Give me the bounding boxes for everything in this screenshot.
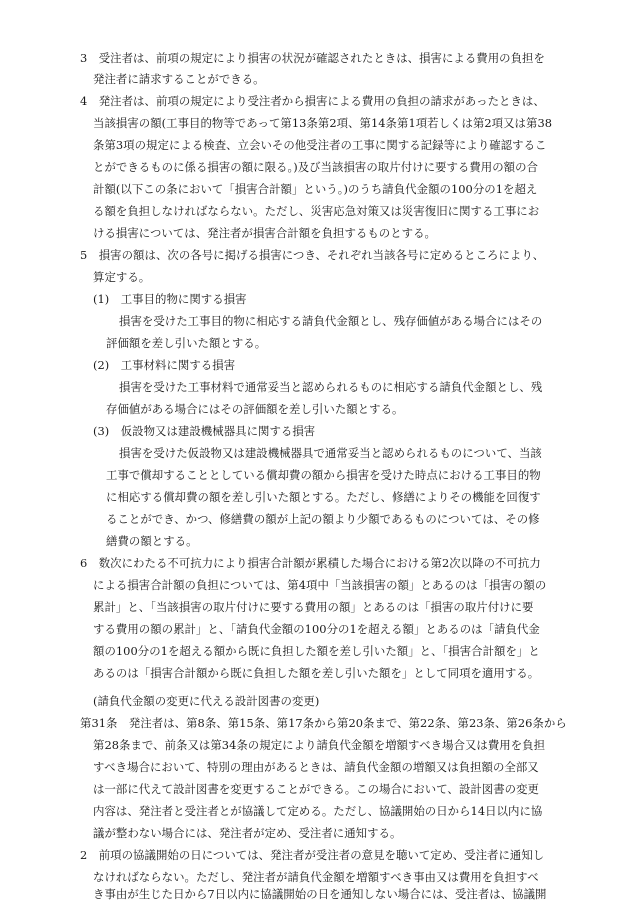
paragraph-6-line-4: する費用の額の累計」と、「請負代金額の100分の1を超える額」とあるのは「請負代金 xyxy=(93,622,540,636)
paragraph-4-line-7: ける損害については、発注者が損害合計額を負担するものとする。 xyxy=(93,226,436,240)
article-31-line-2: 第28条まで、前条又は第34条の規定により請負代金額を増額すべき場合又は費用を負担 xyxy=(93,738,546,752)
item-2-line-2: 存価値がある場合にはその評価額を差し引いた額とする。 xyxy=(106,402,404,416)
item-1-line-2: 評価額を差し引いた額とする。 xyxy=(106,336,267,350)
item-3-heading: (3) 仮設物又は建設機械器具に関する損害 xyxy=(93,424,316,438)
paragraph-6-line-3: 累計」と、「当該損害の取片付けに要する費用の額」とあるのは「損害の取片付けに要 xyxy=(93,600,534,614)
paragraph-5-line-1: 5 損害の額は、次の各号に掲げる損害につき、それぞれ当該各号に定めるところにより、 xyxy=(80,248,545,262)
paragraph-6-line-2: による損害合計額の負担については、第4項中「当該損害の額」とあるのは「損害の額の xyxy=(93,578,547,592)
item-1-line-1: 損害を受けた工事目的物に相応する請負代金額とし、残存価値がある場合にはその xyxy=(119,314,543,328)
article-31-line-1: 第31条 発注者は、第8条、第15条、第17条から第20条まで、第22条、第23条、第26条から xyxy=(80,716,567,730)
article-31-para-2-line-3: き事由が生じた日から7日以内に協議開始の日を通知しない場合には、受注者は、協議開 xyxy=(93,887,547,901)
item-3-line-4: ることができ、かつ、修繕費の額が上記の額より少額であるものについては、その修 xyxy=(106,512,540,526)
paragraph-6-line-6: あるのは「損害合計額から既に負担した額を差し引いた額を」として同項を適用する。 xyxy=(93,666,540,680)
paragraph-4-line-3: 条第3項の規定による検査、立会いその他受注者の工事に関する記録等により確認するこ xyxy=(93,138,547,152)
item-3-line-3: に相応する償却費の額を差し引いた額とする。ただし、修繕によりその機能を回復す xyxy=(106,490,541,504)
paragraph-4-line-2: 当該損害の額(工事目的物等であって第13条第2項、第14条第1項若しくは第2項又は第38 xyxy=(93,116,553,130)
paragraph-4-line-5: 計額(以下この条において「損害合計額」という。)のうち請負代金額の100分の1を超え xyxy=(93,182,538,196)
paragraph-4-line-1: 4 発注者は、前項の規定により受注者から損害による費用の負担の請求があったときは、 xyxy=(80,94,545,108)
paragraph-6-line-5: 額の100分の1を超える額から既に負担した額を差し引いた額」と、「損害合計額を」と xyxy=(93,644,540,658)
paragraph-4-line-6: る額を負担しなければならない。ただし、災害応急対策又は災害復旧に関する工事にお xyxy=(93,204,540,218)
item-3-line-1: 損害を受けた仮設物又は建設機械器具で通常妥当と認められるものについて、当該 xyxy=(119,446,542,460)
article-31-line-6: 議が整わない場合には、発注者が定め、受注者に通知する。 xyxy=(93,826,402,840)
item-3-line-5: 繕費の額とする。 xyxy=(106,534,198,548)
article-31-caption: (請負代金額の変更に代える設計図書の変更) xyxy=(93,694,320,708)
paragraph-4-line-4: とができるものに係る損害の額に限る。)及び当該損害の取片付けに要する費用の額の合 xyxy=(93,160,538,174)
article-31-para-2-line-2: なければならない。ただし、発注者が請負代金額を増額すべき事由又は費用を負担すべ xyxy=(93,870,539,884)
paragraph-5-line-2: 算定する。 xyxy=(93,270,151,284)
paragraph-3-line-1: 3 受注者は、前項の規定により損害の状況が確認されたときは、損害による費用の負担を xyxy=(80,51,545,65)
item-3-line-2: 工事で償却することとしている償却費の額から損害を受けた時点における工事目的物 xyxy=(106,468,541,482)
article-31-line-3: すべき場合において、特別の理由があるときは、請負代金額の増額又は負担額の全部又 xyxy=(93,760,539,774)
article-31-line-5: 内容は、発注者と受注者とが協議して定める。ただし、協議開始の日から14日以内に協 xyxy=(93,804,543,818)
article-31-line-4: は一部に代えて設計図書を変更することができる。この場合において、設計図書の変更 xyxy=(93,782,539,796)
paragraph-3-line-2: 発注者に請求することができる。 xyxy=(93,72,265,86)
paragraph-6-line-1: 6 数次にわたる不可抗力により損害合計額が累積した場合における第2次以降の不可抗力 xyxy=(80,556,541,570)
item-2-line-1: 損害を受けた工事材料で通常妥当と認められるものに相応する請負代金額とし、残 xyxy=(119,380,543,394)
article-31-para-2-line-1: 2 前項の協議開始の日については、発注者が受注者の意見を聴いて定め、受注者に通知し xyxy=(80,848,545,862)
item-1-heading: (1) 工事目的物に関する損害 xyxy=(93,292,247,306)
item-2-heading: (2) 工事材料に関する損害 xyxy=(93,358,236,372)
